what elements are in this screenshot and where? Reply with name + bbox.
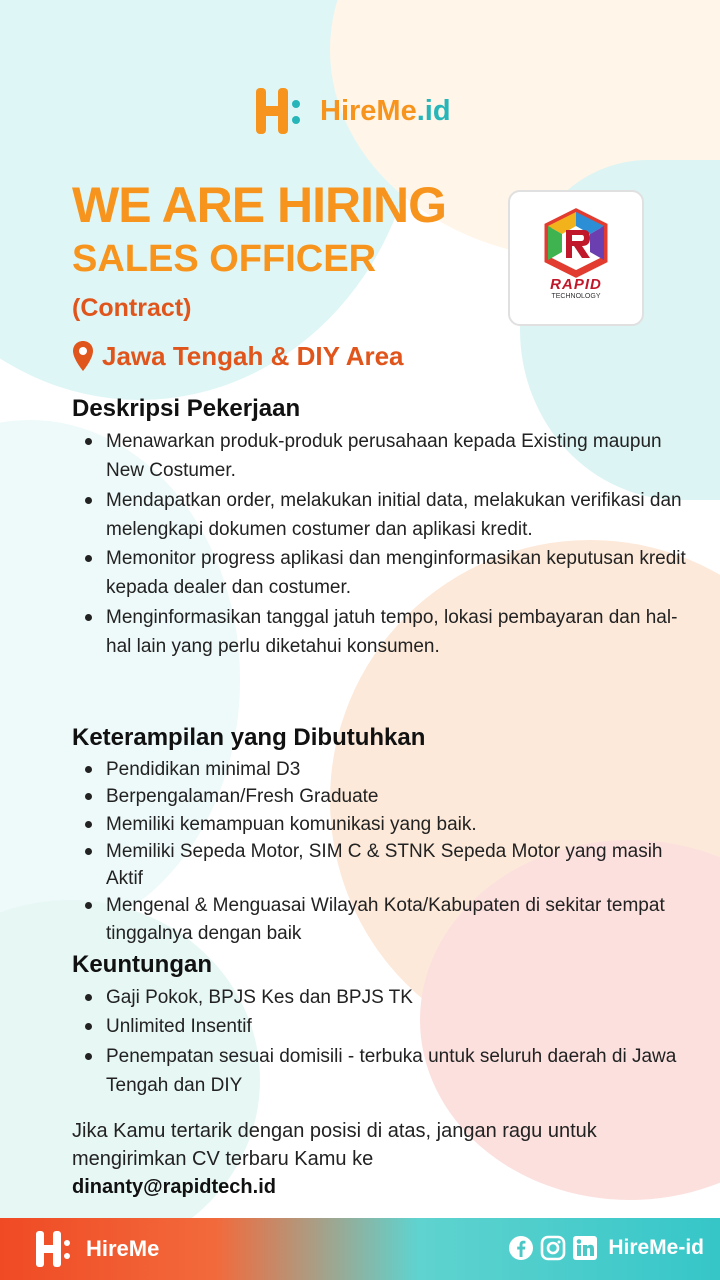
footer-brand — [36, 1231, 159, 1267]
facebook-icon[interactable] — [508, 1235, 534, 1261]
rapid-logo-name: RAPID — [550, 276, 602, 293]
footer-handle: HireMe-id — [608, 1236, 704, 1259]
rapid-logo-subtitle: TECHNOLOGY — [551, 293, 601, 300]
closing-message: Jika Kamu tertarik dengan posisi di atas, jangan ragu untuk mengirimkan CV terbaru Kamu ke — [72, 1120, 597, 1170]
job-location — [72, 340, 404, 372]
company-logo-card — [508, 190, 644, 326]
list-item: Menginformasikan tanggal jatuh tempo, lokasi pembayaran dan hal-hal lain yang perlu diketahui konsumen. — [106, 603, 696, 662]
instagram-icon[interactable] — [540, 1235, 566, 1261]
skills-list — [72, 756, 696, 947]
footer-social — [508, 1235, 704, 1261]
location-pin-icon — [72, 340, 94, 372]
benefits-list — [72, 983, 696, 1100]
section-title-description: Deskripsi Pekerjaan — [72, 395, 301, 422]
employment-type: (Contract) — [72, 294, 192, 322]
list-item: Penempatan sesuai domisili - terbuka untuk seluruh daerah di Jawa Tengah dan DIY — [106, 1042, 696, 1101]
list-item: Berpengalaman/Fresh Graduate — [106, 783, 696, 810]
list-item: Memiliki Sepeda Motor, SIM C & STNK Sepeda Motor yang masih Aktif — [106, 838, 696, 893]
list-item: Mengenal & Menguasai Wilayah Kota/Kabupaten di sekitar tempat tinggalnya dengan baik — [106, 892, 696, 947]
hiring-headline: WE ARE HIRING — [72, 177, 447, 233]
linkedin-icon[interactable] — [572, 1235, 598, 1261]
list-item: Memiliki kemampuan komunikasi yang baik. — [106, 811, 696, 838]
hireme-logo-text: HireMe.id — [320, 94, 451, 127]
job-title: SALES OFFICER — [72, 238, 377, 280]
section-title-benefits: Keuntungan — [72, 951, 212, 978]
closing-text — [72, 1117, 662, 1201]
footer-brand-name: HireMe — [86, 1236, 160, 1261]
hireme-footer-logo-icon — [36, 1231, 72, 1267]
list-item: Memonitor progress aplikasi dan menginformasikan keputusan kredit kepada dealer dan costumer. — [106, 544, 696, 603]
footer-bar — [0, 1218, 720, 1280]
section-title-skills: Keterampilan yang Dibutuhkan — [72, 724, 426, 751]
hireme-logo-icon — [256, 88, 302, 134]
hireme-logo — [256, 88, 451, 134]
contact-email[interactable]: dinanty@rapidtech.id — [72, 1176, 276, 1198]
list-item: Unlimited Insentif — [106, 1012, 696, 1041]
location-text: Jawa Tengah & DIY Area — [102, 340, 404, 371]
list-item: Gaji Pokok, BPJS Kes dan BPJS TK — [106, 983, 696, 1012]
company-logo — [528, 208, 624, 308]
list-item: Mendapatkan order, melakukan initial data, melakukan verifikasi dan melengkapi dokumen costumer dan aplikasi kredit. — [106, 486, 696, 545]
list-item: Pendidikan minimal D3 — [106, 756, 696, 783]
list-item: Menawarkan produk-produk perusahaan kepada Existing maupun New Costumer. — [106, 427, 696, 486]
description-list — [72, 427, 696, 661]
